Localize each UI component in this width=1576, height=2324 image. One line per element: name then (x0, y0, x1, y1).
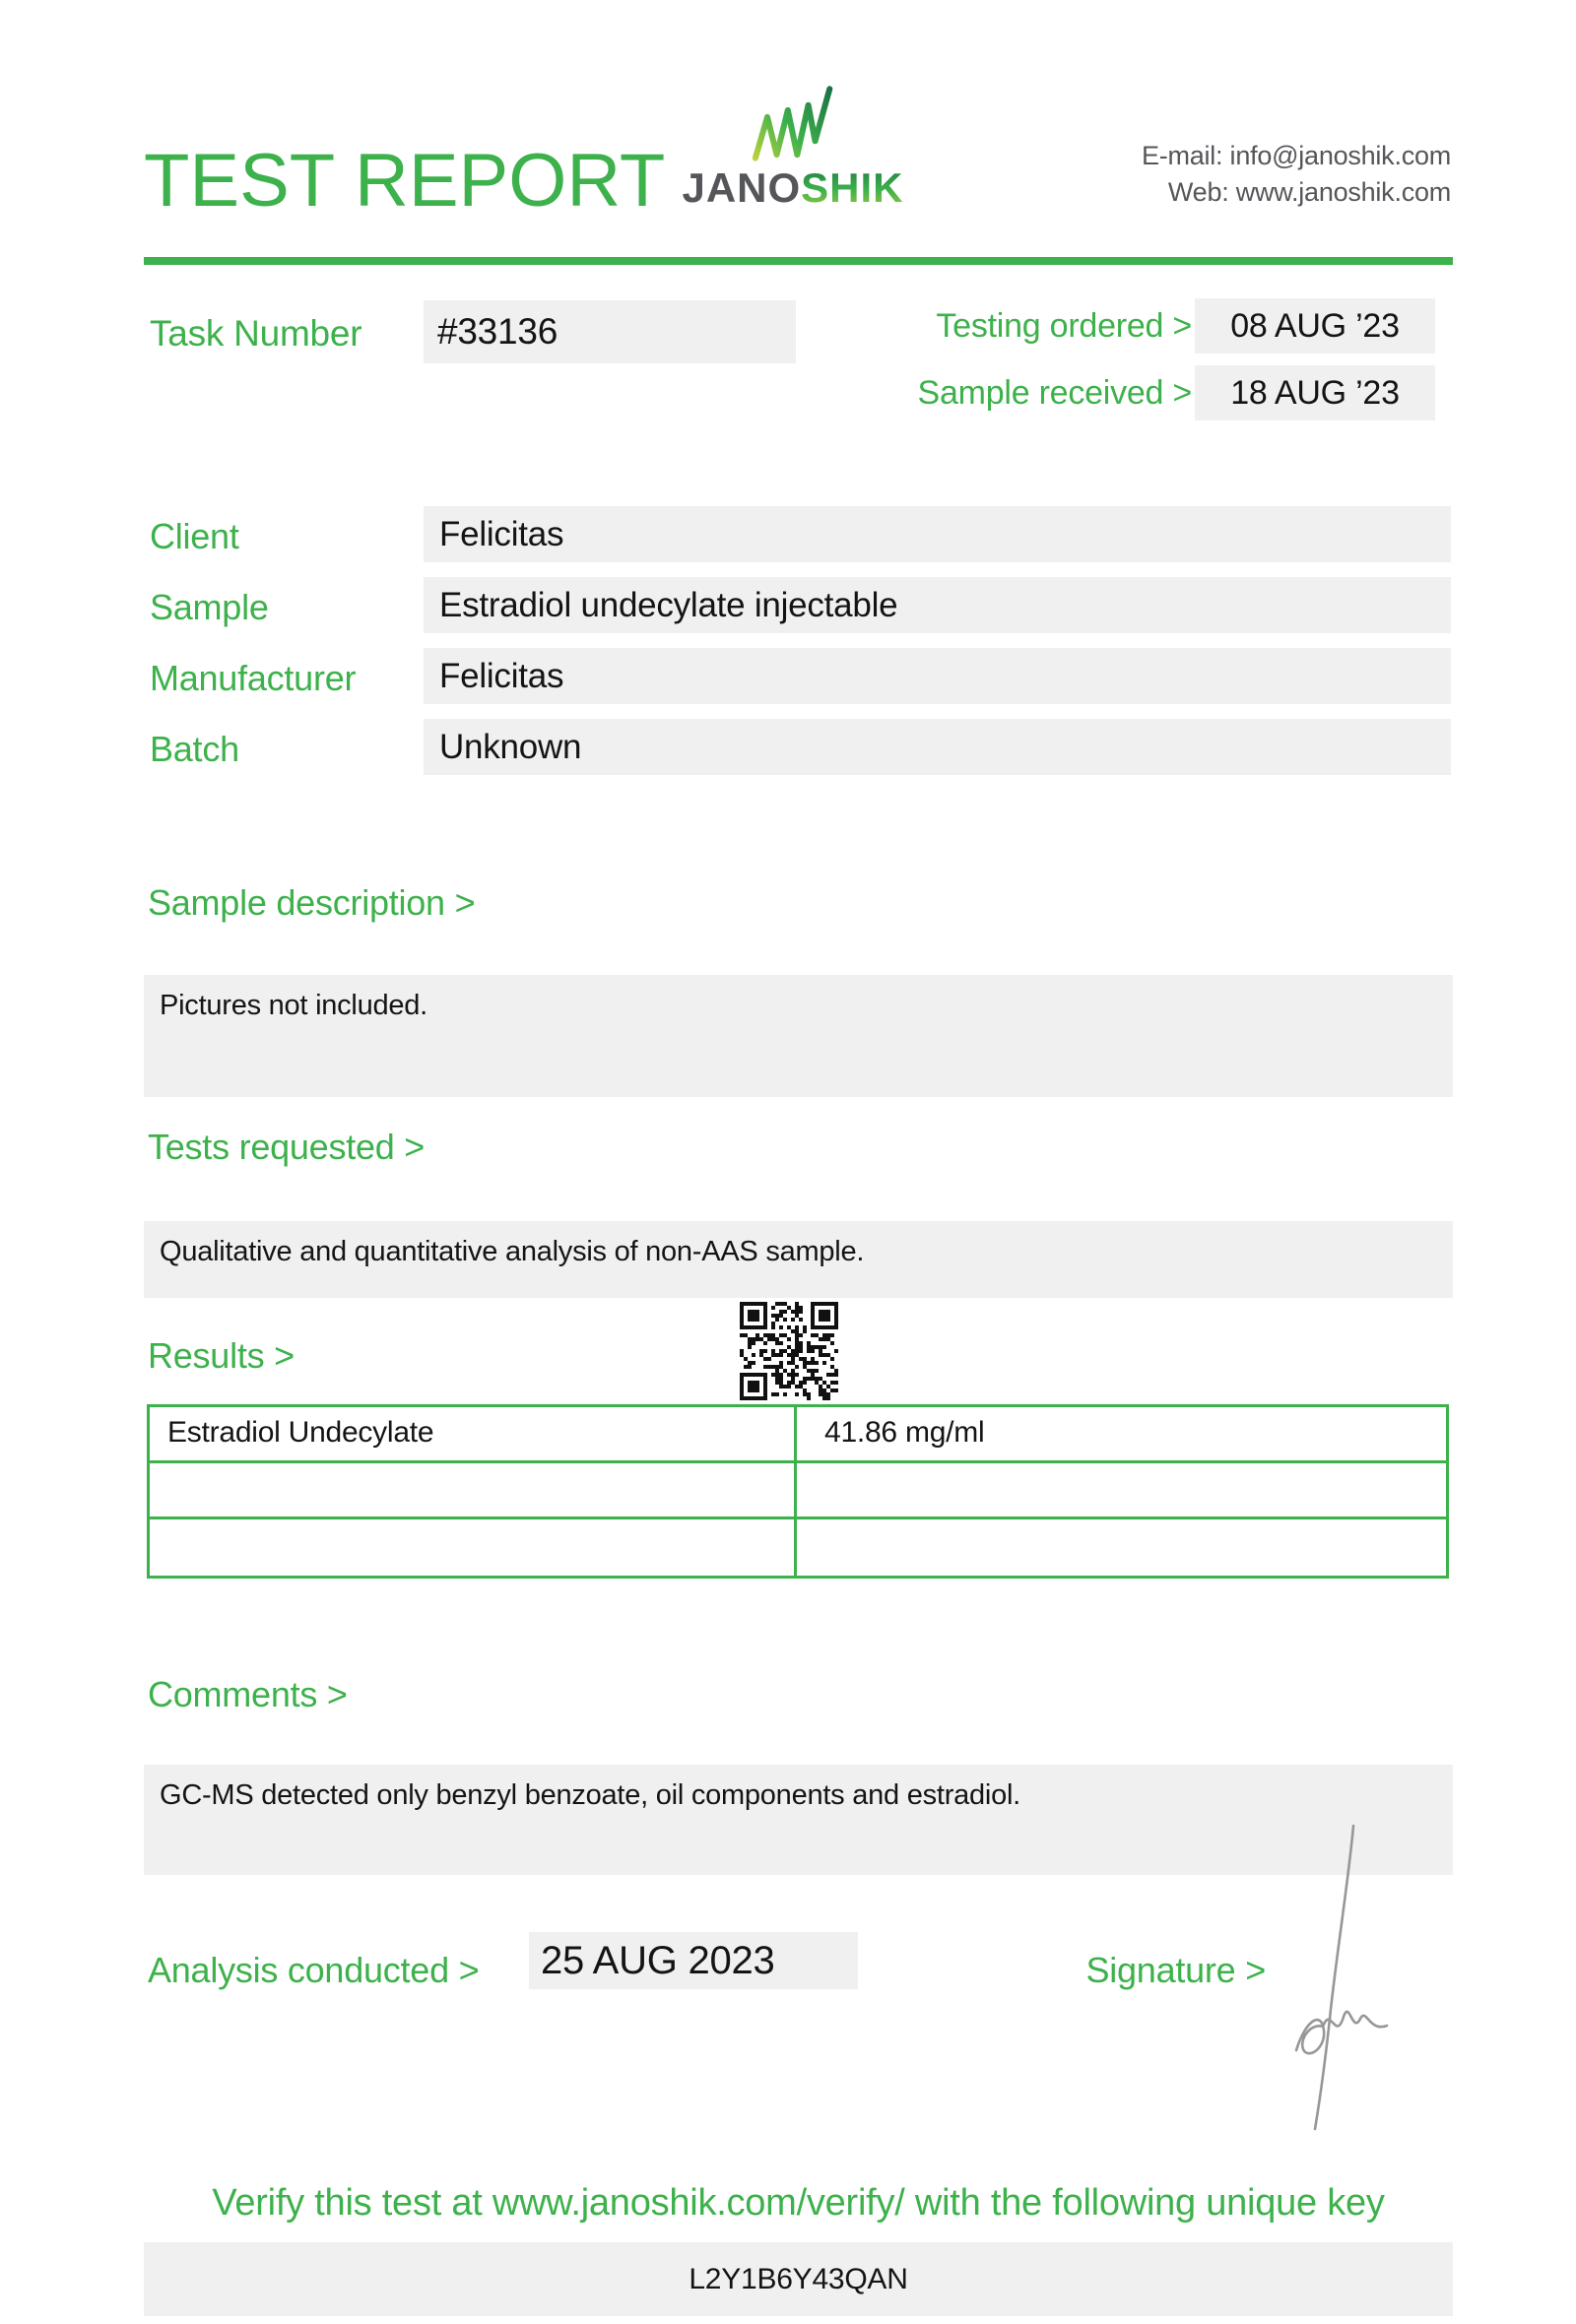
manufacturer-value: Felicitas (424, 648, 1451, 704)
logo-text-jano: JANO (682, 164, 802, 211)
analysis-conducted-label: Analysis conducted > (148, 1950, 480, 1990)
growth-chart-icon (680, 85, 906, 161)
tests-requested-body: Qualitative and quantitative analysis of non-AAS sample. (144, 1221, 1453, 1298)
sample-value: Estradiol undecylate injectable (424, 577, 1451, 633)
logo (680, 85, 906, 209)
result-name (150, 1463, 794, 1519)
header-divider (144, 257, 1453, 265)
analysis-conducted-value: 25 AUG 2023 (529, 1932, 858, 1989)
page-title: TEST REPORT (144, 139, 666, 223)
contact-web: Web: www.janoshik.com (1167, 177, 1451, 207)
task-number-label: Task Number (150, 313, 362, 354)
results-heading: Results > (148, 1335, 295, 1376)
tests-requested-heading: Tests requested > (148, 1127, 426, 1167)
result-name (150, 1519, 794, 1576)
verify-instructions: Verify this test at www.janoshik.com/verify/ with the following unique key (212, 2182, 1385, 2224)
result-value (794, 1519, 1446, 1576)
sample-label: Sample (150, 587, 269, 627)
result-value: 41.86 mg/ml (794, 1407, 1446, 1463)
sample-received-value: 18 AUG ’23 (1195, 365, 1435, 420)
contact-email: E-mail: info@janoshik.com (1141, 141, 1451, 170)
comments-heading: Comments > (148, 1674, 348, 1714)
sample-description-body: Pictures not included. (144, 975, 1453, 1097)
contact-info (1142, 138, 1451, 211)
qr-code (740, 1302, 838, 1400)
sample-description-heading: Sample description > (148, 882, 476, 923)
results-table (147, 1404, 1449, 1579)
signature-label: Signature > (1085, 1950, 1266, 1990)
sample-received-label: Sample received > (917, 374, 1192, 412)
client-value: Felicitas (424, 506, 1451, 562)
manufacturer-label: Manufacturer (150, 658, 357, 698)
comments-body: GC-MS detected only benzyl benzoate, oil components and estradiol. (144, 1765, 1453, 1875)
batch-value: Unknown (424, 719, 1451, 775)
logo-text-shik: SHIK (801, 164, 904, 211)
result-value (794, 1463, 1446, 1519)
testing-ordered-label: Testing ordered > (936, 307, 1192, 345)
client-label: Client (150, 516, 239, 556)
result-name: Estradiol Undecylate (150, 1407, 794, 1463)
task-number-value: #33136 (424, 300, 796, 363)
testing-ordered-value: 08 AUG ’23 (1195, 298, 1435, 354)
unique-key: L2Y1B6Y43QAN (144, 2242, 1453, 2316)
batch-label: Batch (150, 729, 239, 769)
logo-text (680, 164, 906, 211)
signature-image (1279, 1822, 1402, 2147)
